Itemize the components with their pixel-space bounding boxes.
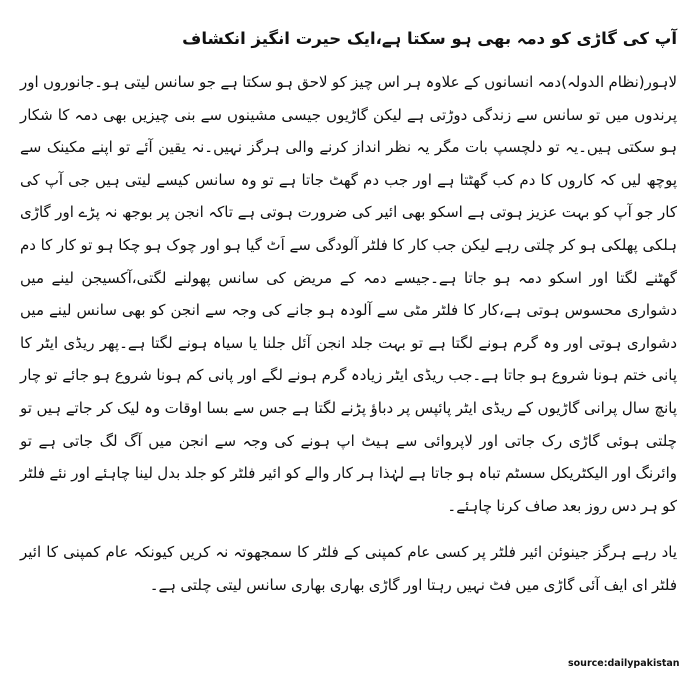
source-credit: source:dailypakistan xyxy=(568,658,680,669)
article xyxy=(20,0,680,697)
article-title: آپ کی گاڑی کو دمہ بھی ہو سکتا ہے،ایک حیرت انگیز انکشاف xyxy=(182,29,677,48)
article-paragraph: یاد رہے ہرگز جینوئن ائیر فلٹر پر کسی عام کمپنی کے فلٹر کا سمجھوتہ نہ کریں کیونکہ عام کمپنی کا ائیر فلٹر ای ایف آئی گاڑی میں فٹ نہیں رہتا اور گاڑی بھاری بھاری سانس لیتی چلتی ہے۔ xyxy=(20,543,677,594)
article-paragraph: لاہور(نظام الدولہ)دمہ انسانوں کے علاوہ ہر اس چیز کو لاحق ہو سکتا ہے جو سانس لیتی ہو۔جانوروں اور پرندوں میں تو سانس سے زندگی دوڑتی ہے لیکن گاڑیوں جیسی مشینوں سے بنی چیزیں بھی دمہ کا شکار ہو سکتی ہیں۔یہ تو دلچسپ بات مگر یہ نظر انداز کرنے والی ہرگز نہیں۔نہ یقین آئے تو اپنے مکینک سے پوچھ لیں کہ کاروں کا دم کب گھٹتا ہے اور جب دم گھٹ جاتا ہے تو وہ سانس کیسے لیتی ہیں جی آپ کی کار جو آپ کو بہت عزیز ہوتی ہے اسکو بھی ائیر کی ضرورت ہوتی ہے تاکہ انجن پر بوجھ نہ پڑے اور گاڑی ہلکی پھلکی ہو کر چلتی رہے لیکن جب کار کا فلٹر آلودگی سے اَٹ گیا ہو اور چوک ہو چکا ہو تو کار کا دم گھٹنے لگتا اور اسکو دمہ ہو جاتا ہے۔جیسے دمہ کے مریض کی سانس پھولنے لگتی،آکسیجن لینے میں دشواری محسوس ہوتی ہے،کار کا فلٹر مٹی سے آلودہ ہو جانے کی وجہ سے انجن کو بھی سانس لینے میں دشواری ہوتی اور وہ گرم ہونے لگتا ہے تو بہت جلد انجن آئل جلنا یا سیاہ ہونے لگتا ہے۔پھر ریڈی ایٹر کا پانی ختم ہونا شروع ہو جاتا ہے۔جب ریڈی ایٹر زیادہ گرم ہونے لگے اور پانی کم ہونا شروع ہو جائے تو چار پانچ سال پرانی گاڑیوں کے ریڈی ایٹر پائپس پر دباؤ پڑنے لگتا ہے جس سے بسا اوقات وہ لیک کر جاتے ہیں تو چلتی ہوئی گاڑی رک جاتی اور لاپروائی سے ہیٹ اپ ہونے کی وجہ سے انجن میں آگ لگ جاتی ہے تو وائرنگ اور الیکٹریکل سسٹم تباہ ہو جاتا ہے لہٰذا ہر کار والے کو ائیر فلٹر کو جلد بدل لینا چاہئے اور نئے فلٹر کو ہر دس روز بعد صاف کرنا چاہئے۔ xyxy=(20,73,677,515)
